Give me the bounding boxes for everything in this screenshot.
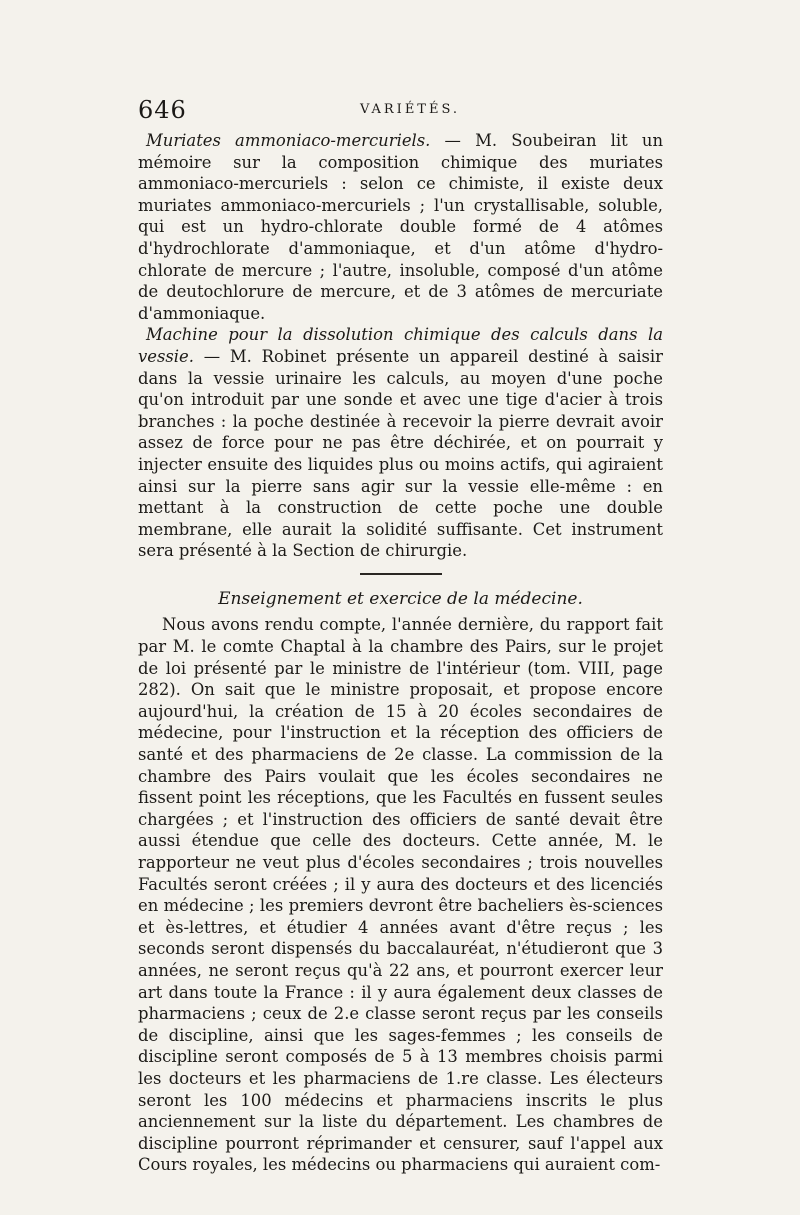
section-enseignement-body: Nous avons rendu compte, l'année dernière, du rapport fait par M. le comte Chaptal à la chambre des Pairs, sur le projet de loi présenté par le ministre de l'intérieur (tom. VIII, page 282). On sait que le ministre proposait, et propose encore aujourd'hui, la création de 15 à 20 écoles secondaires de médecine, pour l'instruction et la réception des officiers de santé et des pharmaciens de 2e classe. La commission de la chambre des Pairs voulait que les écoles secondaires ne fissent point les réceptions, que les Facultés en fussent seules chargées ; et l'instruction des officiers de santé devait être aussi étendue que celle des docteurs. Cette année, M. le rapporteur ne veut plus d'écoles secondaires ; trois nouvelles Facultés seront créées ; il y aura des docteurs et des licenciés en médecine ; les premiers devront être bacheliers ès-sciences et ès-lettres, et étudier 4 années avant d'être reçus ; les seconds seront dispensés du baccalauréat, n'étudieront que 3 années, ne seront reçus qu'à 22 ans, et pourront exercer leur art dans toute la France : il y aura également deux classes de pharmaciens ; ceux de 2.e classe seront reçus par les conseils de discipline, ainsi que les sages-femmes ; les conseils de discipline seront composés de 5 à 13 membres choisis parmi les docteurs et les pharmaciens de 1.re classe. Les électeurs seront les 100 médecins et pharmaciens inscrits le plus anciennement sur la liste du département. Les chambres de discipline pourront réprimander et censurer, sauf l'appel aux Cours royales, les médecins ou pharmaciens qui auraient com- (138, 615, 663, 1175)
section-machine (138, 324, 663, 562)
section-muriates-body: — M. Soubeiran lit un mémoire sur la composition chimique des muriates ammoniaco-mercuriels : selon ce chimiste, il existe deux muriates ammoniaco-mercuriels ; l'un crystallisable, soluble, qui est un hydro-chlorate double formé de 4 atômes d'hydrochlorate d'ammoniaque, et d'un atôme d'hydro-chlorate de mercure ; l'autre, insoluble, composé d'un atôme de deutochlorure de mercure, et de 3 atômes de mercuriate d'ammoniaque. (138, 131, 663, 323)
page-number: 646 (138, 96, 187, 124)
text-block (138, 130, 663, 1176)
running-head: VARIÉTÉS. (360, 102, 461, 117)
section-muriates (138, 130, 663, 324)
section-muriates-title: Muriates ammoniaco-mercuriels. (146, 131, 431, 150)
section-divider (360, 573, 442, 575)
section-machine-body: — M. Robinet présente un appareil destiné à saisir dans la vessie urinaire les calculs, au moyen d'une poche qu'on introduit par une sonde et avec une tige d'acier à trois branches : la poche destinée à recevoir la pierre devrait avoir assez de force pour ne pas être déchirée, et on pourrait y injecter ensuite des liquides plus ou moins actifs, qui agiraient ainsi sur la pierre sans agir sur la vessie elle-même : en mettant à la construction de cette poche une double membrane, elle aurait la solidité suffisante. Cet instrument sera présenté à la Section de chirurgie. (138, 346, 663, 561)
section-heading: Enseignement et exercice de la médecine. (218, 588, 583, 609)
section-machine-title: Machine pour la dissolution chimique des calculs dans la vessie. (138, 325, 663, 366)
page-header (138, 96, 663, 126)
